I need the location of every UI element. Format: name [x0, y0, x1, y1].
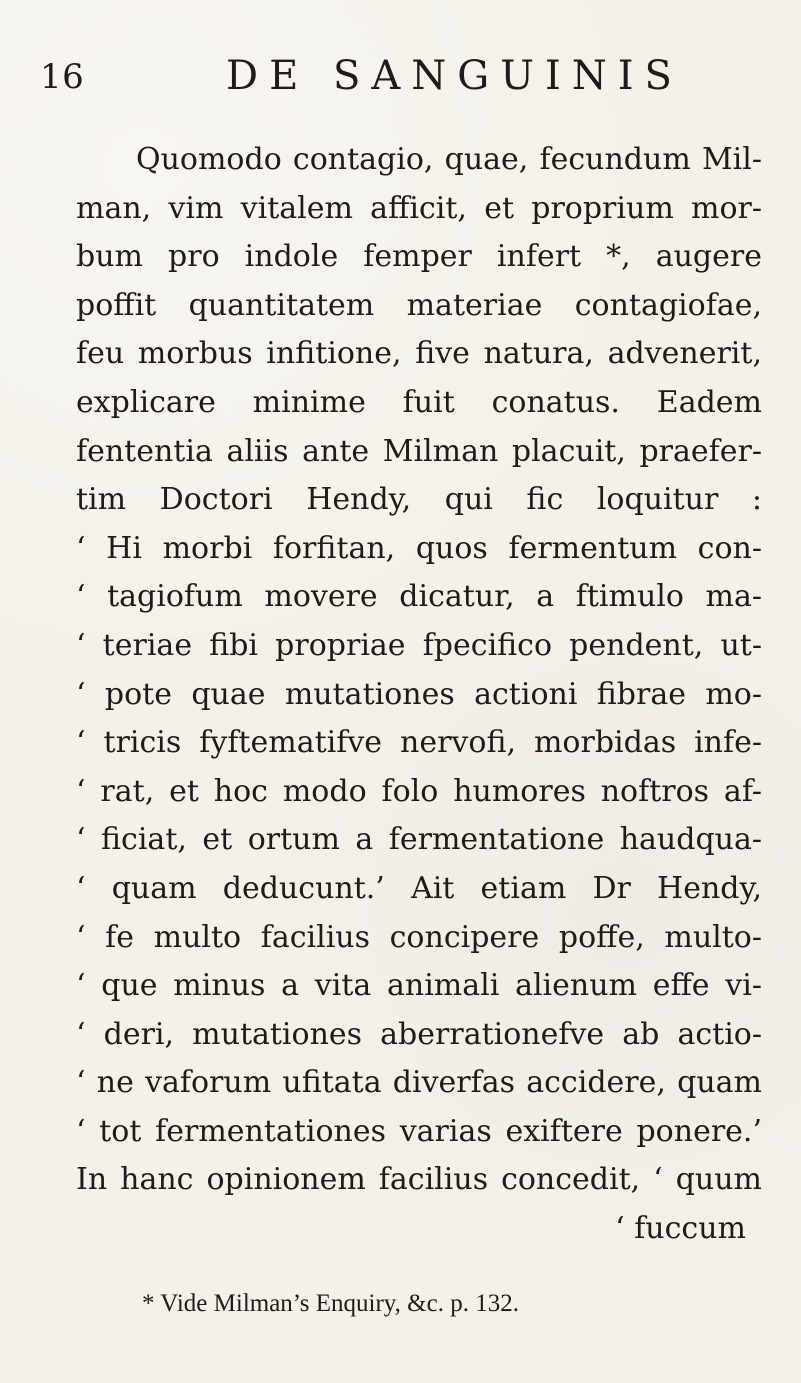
- text-line-22: In hanc opinionem facilius concedit, ‘ quum: [76, 1162, 762, 1198]
- text-line-14: ‘ rat, et hoc modo folo humores noftros af-: [76, 773, 762, 809]
- footnote: * Vide Milman’s Enquiry, &c. p. 132.: [142, 1290, 519, 1317]
- text-line-13: ‘ tricis fyftematifve nervofi, morbidas infe-: [76, 725, 762, 761]
- text-line-20: ‘ ne vaforum ufitata diverfas accidere, quam: [76, 1065, 762, 1101]
- text-line-9: ‘ Hi morbi forfitan, quos fermentum con-: [76, 530, 762, 566]
- text-line-8: tim Doctori Hendy, qui fic loquitur :: [76, 482, 762, 518]
- text-line-11: ‘ teriae fibi propriae fpecifico pendent, ut-: [76, 627, 762, 663]
- running-head: DE SANGUINIS: [226, 53, 683, 99]
- text-line-12: ‘ pote quae mutationes actioni fibrae mo-: [76, 676, 762, 712]
- text-line-4: poffit quantitatem materiae contagiofae,: [76, 287, 762, 323]
- text-line-15: ‘ ficiat, et ortum a fermentatione haudqua-: [76, 822, 762, 858]
- text-line-2: man, vim vitalem afficit, et proprium mor-: [76, 190, 762, 226]
- text-line-18: ‘ que minus a vita animali alienum effe vi-: [76, 968, 762, 1004]
- text-line-10: ‘ tagiofum movere dicatur, a ftimulo ma-: [76, 579, 762, 615]
- text-line-6: explicare minime fuit conatus. Eadem: [76, 384, 762, 420]
- text-line-17: ‘ fe multo facilius concipere poffe, multo-: [76, 919, 762, 955]
- text-line-5: feu morbus infitione, five natura, advenerit,: [76, 336, 762, 372]
- page-number: 16: [40, 57, 85, 97]
- page-header: [0, 48, 801, 108]
- text-line-3: bum pro indole femper infert *, augere: [76, 239, 762, 275]
- body-text: [76, 136, 762, 1254]
- text-line-16: ‘ quam deducunt.’ Ait etiam Dr Hendy,: [76, 870, 762, 906]
- text-line-19: ‘ deri, mutationes aberrationefve ab actio-: [76, 1016, 762, 1052]
- text-line-7: fententia aliis ante Milman placuit, praefer-: [76, 433, 762, 469]
- text-line-23: ‘ fuccum: [615, 1211, 746, 1247]
- text-line-1: Quomodo contagio, quae, fecundum Mil-: [136, 142, 762, 177]
- text-line-21: ‘ tot fermentationes varias exiftere ponere.’: [76, 1113, 762, 1149]
